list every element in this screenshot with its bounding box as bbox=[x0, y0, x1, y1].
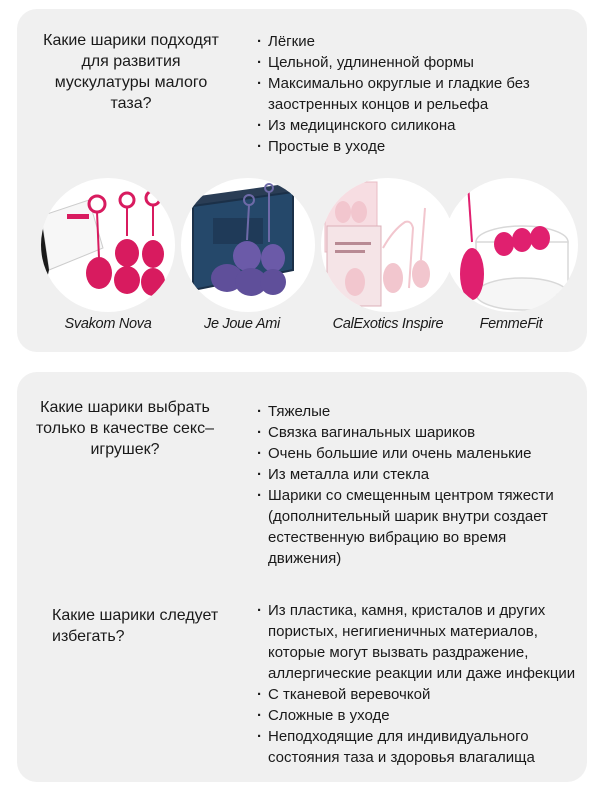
section1-question: Какие шарики подходят для развития мускулатуры малого таза? bbox=[43, 32, 219, 112]
list-item: · Связка вагинальных шариков bbox=[256, 422, 576, 443]
list-item: · Максимально округлые и гладкие без заостренных концов и рельефа bbox=[256, 73, 576, 115]
list-item: · С тканевой веревочкой bbox=[256, 684, 586, 705]
list-item: · Из металла или стекла bbox=[256, 464, 576, 485]
list-item: · Из медицинского силикона bbox=[256, 115, 576, 136]
list-item: · Шарики со смещенным центром тяжести (дополнительный шарик внутри создает естественную вибрацию во время движения) bbox=[256, 485, 576, 569]
product-name: Je Joue Ami bbox=[204, 316, 280, 332]
list-item: · Цельной, удлиненной формы bbox=[256, 52, 576, 73]
section3-bullet-list bbox=[256, 600, 586, 768]
product-image-svakom-nova bbox=[41, 178, 175, 312]
product-name: FemmeFit bbox=[479, 316, 543, 332]
list-item: · Лёгкие bbox=[256, 31, 576, 52]
product-name: Svakom Nova bbox=[64, 316, 152, 332]
section3-question: Какие шарики следует избегать? bbox=[52, 607, 219, 645]
product-image-je-joue-ami bbox=[181, 178, 315, 312]
list-item: · Простые в уходе bbox=[256, 136, 576, 157]
product-name: CalExotics Inspire bbox=[332, 316, 444, 332]
list-item: · Очень большие или очень маленькие bbox=[256, 443, 576, 464]
list-item: · Сложные в уходе bbox=[256, 705, 586, 726]
section1-bullet-list bbox=[256, 31, 576, 157]
product-image-femmefit bbox=[444, 178, 578, 312]
list-item: · Тяжелые bbox=[256, 401, 576, 422]
product-image-calexotics-inspire bbox=[321, 178, 455, 312]
list-item: · Неподходящие для индивидуального состояния таза и здоровья влагалища bbox=[256, 726, 586, 768]
section2-bullet-list bbox=[256, 401, 576, 569]
list-item: · Из пластика, камня, кристалов и других пористых, негигиеничных материалов, которые могут вызвать раздражение, аллергические реакции или даже инфекции bbox=[256, 600, 586, 684]
section2-question: Какие шарики выбрать только в качестве секс–игрушек? bbox=[36, 399, 214, 458]
